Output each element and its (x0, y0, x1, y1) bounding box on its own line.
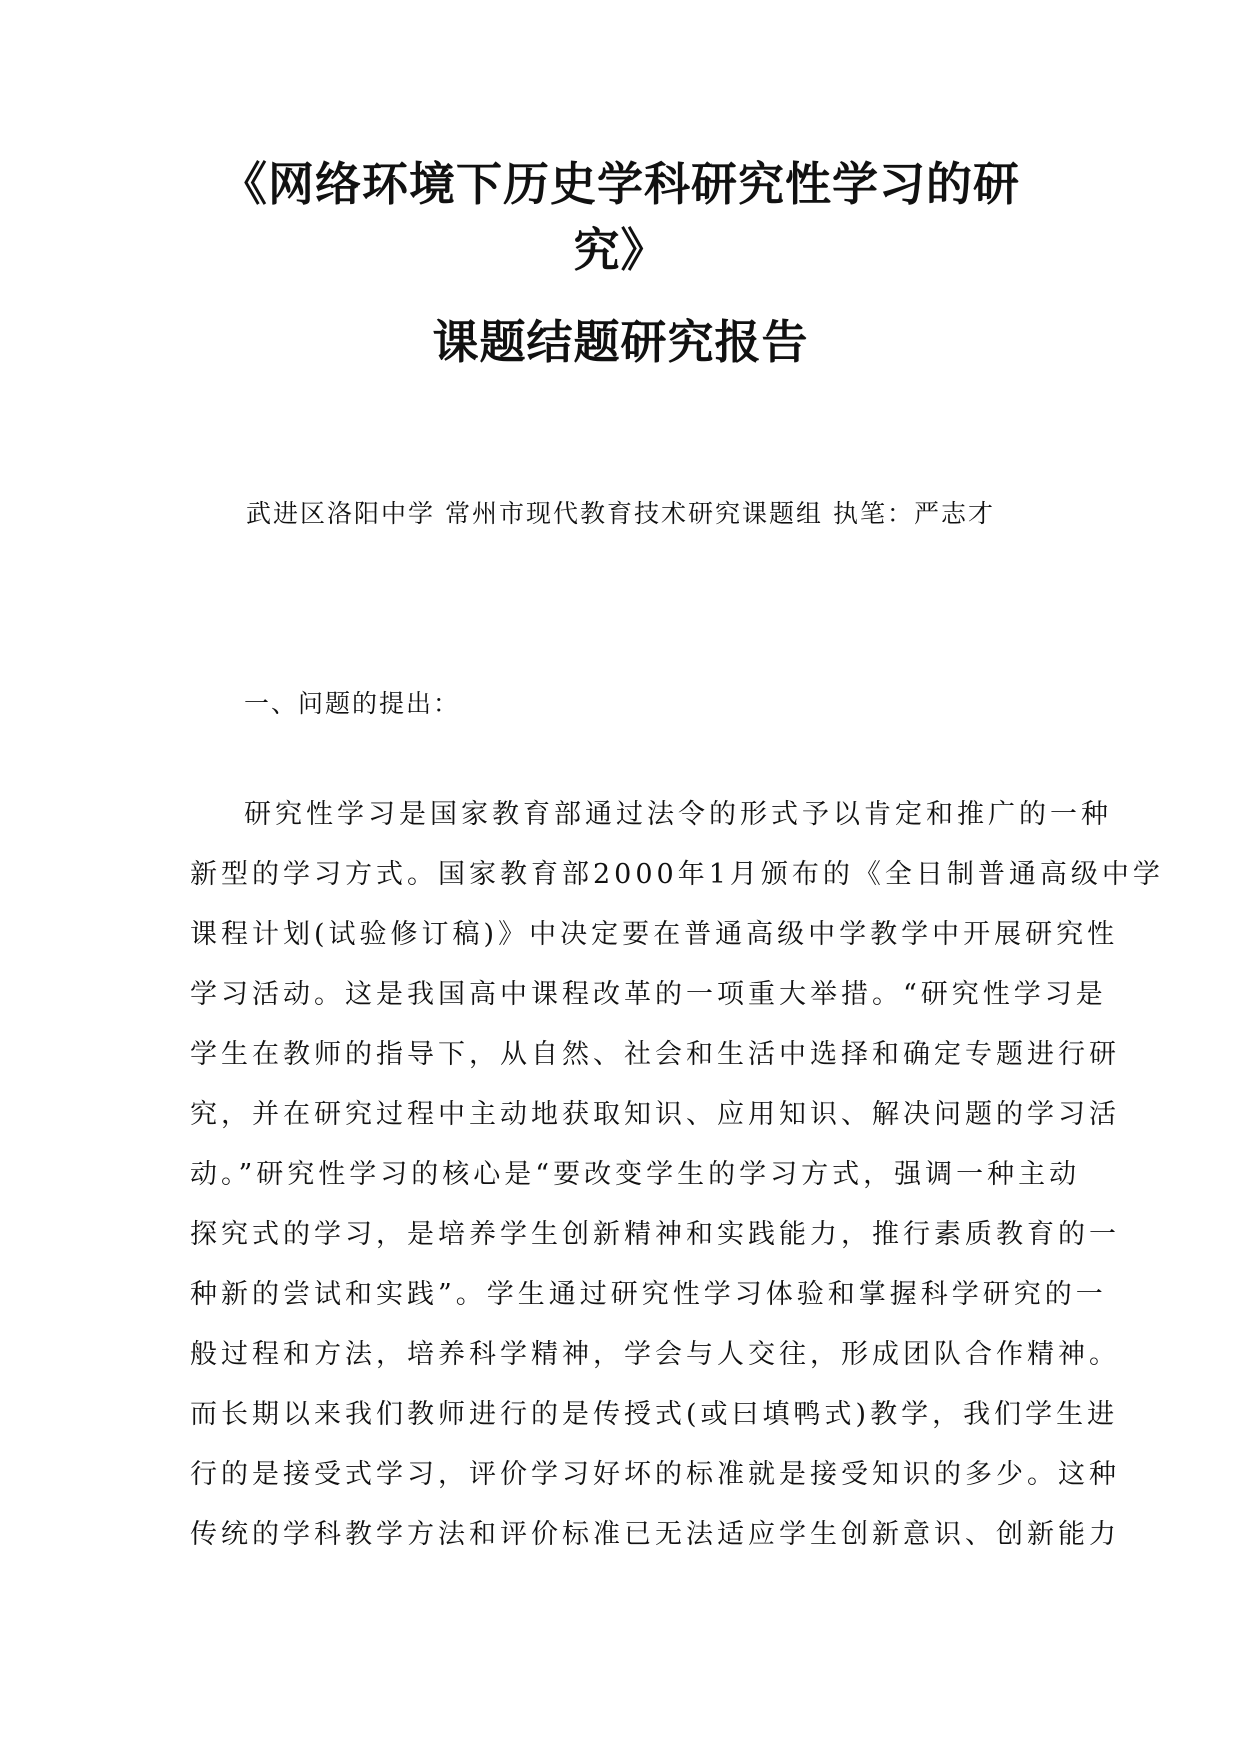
paragraph-line: 行的是接受式学习，评价学习好坏的标准就是接受知识的多少。这种 (190, 1459, 1120, 1490)
paragraph-line: 而长期以来我们教师进行的是传授式(或曰填鸭式)教学，我们学生进 (190, 1399, 1119, 1430)
title-line-1: 《网络环境下历史学科研究性学习的研 (221, 157, 1020, 211)
paragraph-line: 学习活动。这是我国高中课程改革的一项重大举措。“研究性学习是 (190, 979, 1107, 1010)
paragraph-line: 究，并在研究过程中主动地获取知识、应用知识、解决问题的学习活 (190, 1099, 1120, 1130)
paragraph-line: 种新的尝试和实践”。学生通过研究性学习体验和掌握科学研究的一 (190, 1279, 1107, 1310)
paragraph-line: 新型的学习方式。国家教育部2000年1月颁布的《全日制普通高级中学 (190, 859, 1164, 890)
author-byline: 武进区洛阳中学 常州市现代教育技术研究课题组 执笔：严志才 (246, 499, 995, 528)
paragraph-line: 动。”研究性学习的核心是“要改变学生的学习方式，强调一种主动 (190, 1159, 1081, 1190)
paragraph-line: 传统的学科教学方法和评价标准已无法适应学生创新意识、创新能力 (190, 1519, 1120, 1550)
subtitle: 课题结题研究报告 (432, 315, 809, 369)
paragraph-line: 研究性学习是国家教育部通过法令的形式予以肯定和推广的一种 (244, 799, 1112, 830)
section-heading: 一、问题的提出： (244, 689, 461, 718)
paragraph-line: 般过程和方法，培养科学精神，学会与人交往，形成团队合作精神。 (190, 1339, 1120, 1370)
paragraph-line: 课程计划(试验修订稿)》中决定要在普通高级中学教学中开展研究性 (190, 919, 1119, 950)
paragraph-line: 学生在教师的指导下，从自然、社会和生活中选择和确定专题进行研 (190, 1039, 1120, 1070)
paragraph-line: 探究式的学习，是培养学生创新精神和实践能力，推行素质教育的一 (190, 1219, 1120, 1250)
title-line-2: 究》 (573, 223, 668, 277)
